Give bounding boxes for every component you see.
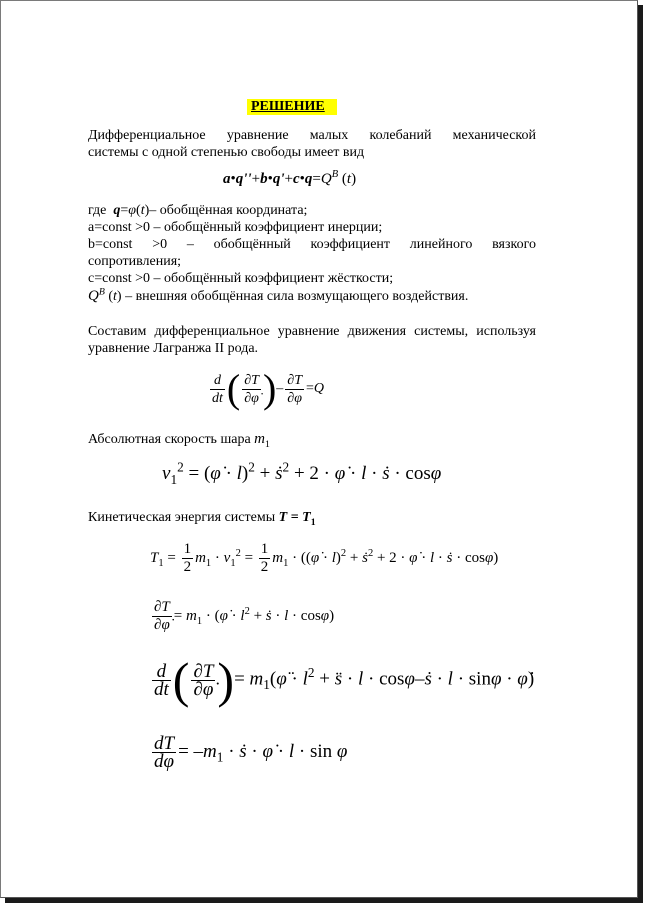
compose-line-1: Составим дифференциальное уравнение движения системы, используя xyxy=(88,324,536,339)
where-word: где xyxy=(88,203,107,218)
definitions-block xyxy=(88,202,536,305)
definition-q: где q=φ(t)– обобщённая координата; xyxy=(88,203,308,218)
equation-partial-t: $\frac{\partial T}{\partial\varphi̇}$ = $m_1$ · (φ̇ · $l^2$ + ṡ · l · cosφ) xyxy=(154,599,335,633)
equation-dt-dphi: $\frac{dT}{d\varphi}$ = $-m_1$ · ṡ · φ̇ · l · sin φ xyxy=(154,733,348,772)
page-title: РЕШЕНИЕ xyxy=(247,99,337,115)
equation-main: $a•q''+b•q'+c•q=Q^B$ (t) xyxy=(223,169,357,187)
equation-lagrange: $\frac{d}{dt}$ ( $\frac{\partial T}{\partial\varphi̇}$ )– $\frac{\partial T}{\partial\varphi}$ =Q xyxy=(212,366,325,411)
compose-line-2: уравнение Лагранжа II рода. xyxy=(88,341,259,356)
intro-line-1: Дифференциальное уравнение малых колебаний механической xyxy=(88,128,536,143)
equation-time-derivative: $\frac{d}{dt}$ ( $\frac{\partial T}{\partial\varphi̇}$ )= $m_1(\varphï \cdot l^2$ + s̈ · l · cosφ–ṡ · l · sinφ · φ̇) xyxy=(154,652,535,708)
intro-paragraph xyxy=(88,127,536,161)
definition-q-force: $Q^B$ (t) – внешняя обобщённая сила возмущающего воздействия. xyxy=(88,286,469,304)
definition-a: a=const >0 – обобщённый коэффициент инерции; xyxy=(88,220,383,235)
equation-velocity: $v_1^2$ = (φ̇ · l)$^2$ + ṡ$^2$ + 2 · φ̇ · l · ṡ · cosφ xyxy=(162,459,442,487)
kinetic-text: Кинетическая энергия системы xyxy=(88,510,276,525)
title-wrap xyxy=(247,98,337,115)
definition-b-line-2: сопротивления; xyxy=(88,254,182,269)
abs-speed-text: Абсолютная скорость шара xyxy=(88,432,251,447)
intro-line-2: системы с одной степенью свободы имеет вид xyxy=(88,145,365,160)
definition-b-line-1: b=const >0 – обобщённый коэффициент линейного вязкого xyxy=(88,237,536,252)
definition-q-force-text: – внешняя обобщённая сила возмущающего воздействия. xyxy=(125,289,469,304)
compose-paragraph xyxy=(88,323,536,357)
abs-speed-line: Абсолютная скорость шара $m_1$ xyxy=(88,431,270,450)
kinetic-line: Кинетическая энергия системы $T = T_1$ xyxy=(88,510,316,528)
definition-c: c=const >0 – обобщённый коэффициент жёсткости; xyxy=(88,271,394,286)
equation-kinetic: $T_1$ = $\frac{1}{2}$ $m_1 \cdot v_1^2$ = $\frac{1}{2}$ $m_1$ · ((φ̇ · l)$^2$ + ṡ$^2$ + 2 · φ̇ · l · ṡ · cosφ) xyxy=(150,541,499,575)
definition-q-text: – обобщённая координата; xyxy=(149,203,308,218)
